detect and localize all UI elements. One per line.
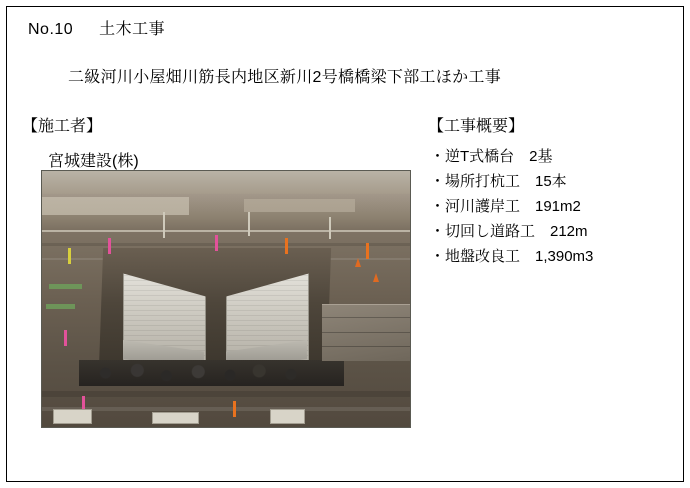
slide-number: No.10 bbox=[28, 21, 74, 38]
photo-traffic-cone bbox=[373, 273, 379, 282]
photo-fence-line bbox=[42, 230, 410, 232]
photo-pink-marker bbox=[108, 238, 111, 254]
list-item: ・逆T式橋台 2基 bbox=[430, 148, 553, 165]
photo-survey-post bbox=[163, 212, 165, 238]
photo-white-sandbag bbox=[270, 409, 305, 424]
photo-far-patch-right bbox=[244, 199, 354, 212]
photo-orange-marker bbox=[285, 238, 288, 254]
photo-pink-marker bbox=[64, 330, 67, 346]
photo-rubble-bed bbox=[79, 360, 344, 386]
photo-pink-marker bbox=[215, 235, 218, 251]
project-title: 二級河川小屋畑川筋長内地区新川2号橋橋梁下部工ほか工事 bbox=[68, 69, 501, 86]
photo-survey-post bbox=[248, 212, 250, 236]
photo-orange-marker bbox=[233, 401, 236, 417]
list-item: ・地盤改良工 1,390m3 bbox=[430, 248, 594, 265]
photo-green-barrier bbox=[49, 284, 82, 289]
summary-list bbox=[430, 144, 593, 269]
photo-grade-line bbox=[42, 391, 410, 397]
list-item: ・河川護岸工 191m2 bbox=[430, 198, 581, 215]
photo-white-sandbag bbox=[152, 412, 198, 424]
photo-traffic-cone bbox=[355, 258, 361, 267]
page-title bbox=[28, 16, 165, 39]
list-item: ・場所打杭工 15本 bbox=[430, 173, 567, 190]
photo-content bbox=[42, 171, 410, 427]
site-photo bbox=[41, 170, 411, 428]
photo-yellow-marker bbox=[68, 248, 71, 264]
photo-white-sandbag bbox=[53, 409, 92, 424]
photo-grade-line bbox=[42, 243, 410, 246]
builder-heading: 【施工者】 bbox=[22, 118, 103, 135]
photo-survey-post bbox=[329, 217, 331, 239]
list-item: ・切回し道路工 212m bbox=[430, 223, 588, 240]
photo-orange-marker bbox=[366, 243, 369, 259]
photo-grade-line bbox=[42, 407, 410, 411]
photo-steel-plates bbox=[322, 304, 410, 361]
summary-heading: 【工事概要】 bbox=[428, 118, 525, 135]
builder-name: 宮城建設(株) bbox=[48, 153, 139, 170]
work-category: 土木工事 bbox=[99, 21, 166, 38]
photo-green-barrier bbox=[46, 304, 75, 309]
photo-far-patch-left bbox=[42, 197, 189, 215]
